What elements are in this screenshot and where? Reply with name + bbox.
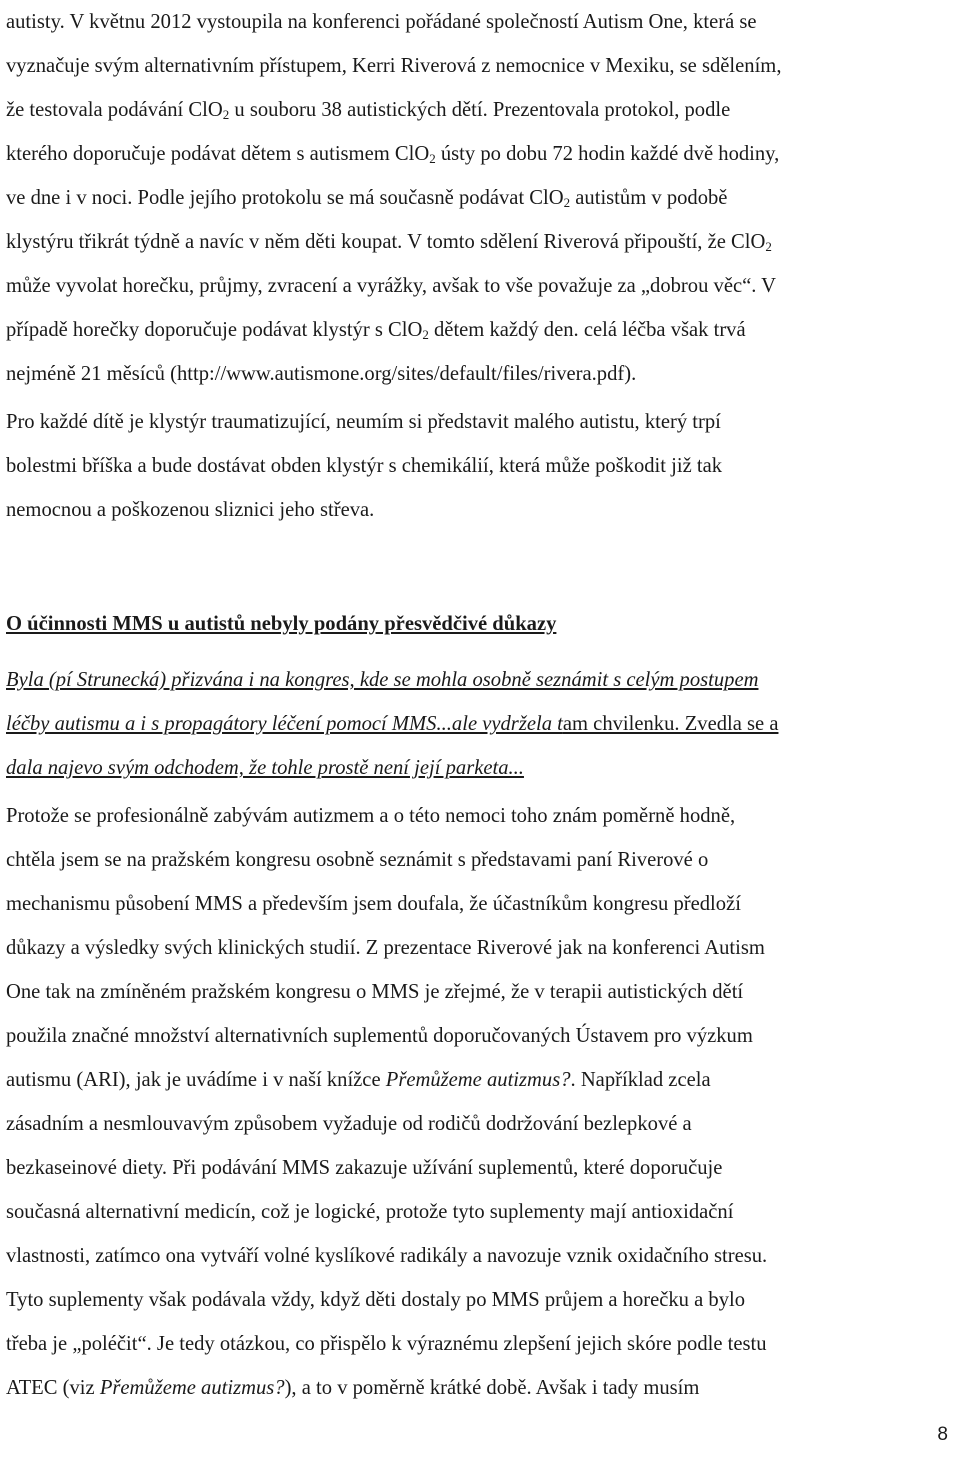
text-span: chtěla jsem se na pražském kongresu osobně seznámit s představami paní Riverové o <box>6 849 709 871</box>
text-span: ), a to v poměrně krátké době. Avšak i tady musím <box>284 1377 700 1399</box>
text-span: použila značné množství alternativních suplementů doporučovaných Ústavem pro výzkum <box>6 1025 753 1047</box>
text-span: Pro každé dítě je klystýr traumatizující, neumím si představit malého autistu, který trpí <box>6 411 721 433</box>
text-span: může vyvolat horečku, průjmy, zvracení a vyrážky, avšak to vše považuje za „dobrou věc“. V <box>6 275 777 297</box>
subscript-2: 2 <box>429 151 436 166</box>
text-span: vlastnosti, zatímco ona vytváří volné kyslíkové radikály a navozuje vznik oxidačního stresu. <box>6 1245 768 1267</box>
book-title: Přemůžeme autizmus? <box>99 1377 285 1399</box>
book-title: Přemůžeme autizmus? <box>385 1069 571 1091</box>
text-span: současná alternativní medicín, což je logické, protože tyto suplementy mají antioxidační <box>6 1201 734 1223</box>
quote-text: dala najevo svým odchodem, že tohle prostě není její parketa... <box>6 757 524 779</box>
text-line <box>6 1014 954 1058</box>
text-line <box>6 1366 954 1410</box>
text-span: důkazy a výsledky svých klinických studií. Z prezentace Riverové jak na konferenci Autism <box>6 937 765 959</box>
text-span: Tyto suplementy však podávala vždy, když děti dostaly po MMS průjem a horečku a bylo <box>6 1289 746 1311</box>
text-span: ATEC (viz <box>6 1377 100 1399</box>
quote-text-regular: am chvilenku. Zvedla se a <box>562 713 779 735</box>
text-span: kterého doporučuje podávat dětem s autismem ClO <box>6 143 430 165</box>
text-span: ústy po dobu 72 hodin každé dvě hodiny, <box>435 143 780 165</box>
text-line <box>6 132 954 176</box>
text-span: že testovala podávání ClO <box>6 99 223 121</box>
text-span: autistům v podobě <box>570 187 728 209</box>
text-line <box>6 794 954 838</box>
text-line <box>6 658 954 702</box>
text-line <box>6 746 954 790</box>
quote-text: Byla (pí Strunecká) přizvána i na kongres, kde se mohla osobně seznámit s celým postupem <box>6 669 759 691</box>
text-line <box>6 1058 954 1102</box>
text-span: bezkaseinové diety. Při podávání MMS zakazuje užívání suplementů, které doporučuje <box>6 1157 723 1179</box>
quote-text: léčby autismu a i s propagátory léčení pomocí MMS...ale vydržela t <box>6 713 563 735</box>
subscript-2: 2 <box>563 195 571 210</box>
paragraph-congress-response <box>6 794 954 1410</box>
text-span: u souboru 38 autistických dětí. Prezentovala protokol, podle <box>229 99 731 121</box>
text-span: Protože se profesionálně zabývám autizmem a o této nemoci toho znám poměrně hodně, <box>6 805 736 827</box>
text-line <box>6 926 954 970</box>
subscript-2: 2 <box>422 327 429 342</box>
text-line <box>6 1278 954 1322</box>
text-span: autismu (ARI), jak je uvádíme i v naší knížce <box>6 1069 386 1091</box>
text-span: mechanismu působení MMS a především jsem doufala, že účastníkům kongresu předloží <box>6 893 741 915</box>
text-span: nemocnou a poškozenou sliznici jeho střeva. <box>6 499 375 521</box>
text-span: One tak na zmíněném pražském kongresu o MMS je zřejmé, že v terapii autistických dětí <box>6 981 744 1003</box>
text-span: případě horečky doporučuje podávat klystýr s ClO <box>6 319 423 341</box>
text-span: dětem každý den. celá léčba však trvá <box>428 319 746 341</box>
paragraph-quote <box>6 658 954 790</box>
text-line <box>6 352 954 396</box>
subscript-2: 2 <box>765 239 772 254</box>
text-span: bolestmi bříška a bude dostávat obden klystýr s chemikálií, která může poškodit již tak <box>6 455 723 477</box>
text-line <box>6 264 954 308</box>
text-line <box>6 488 954 532</box>
text-span: autisty. V květnu 2012 vystoupila na konferenci pořádané společností Autism One, která se <box>6 11 757 33</box>
text-line <box>6 702 954 746</box>
text-span: ve dne i v noci. Podle jejího protokolu se má současně podávat ClO <box>6 187 564 209</box>
text-line <box>6 970 954 1014</box>
text-span: zásadním a nesmlouvavým způsobem vyžaduje od rodičů dodržování bezlepkové a <box>6 1113 692 1135</box>
text-span: . Například zcela <box>570 1069 711 1091</box>
page-number: 8 <box>937 1424 948 1445</box>
text-line <box>6 1102 954 1146</box>
text-line <box>6 400 954 444</box>
text-span: třeba je „poléčit“. Je tedy otázkou, co přispělo k výraznému zlepšení jejich skóre podle testu <box>6 1333 767 1355</box>
text-line <box>6 1234 954 1278</box>
text-line <box>6 444 954 488</box>
text-line <box>6 1190 954 1234</box>
paragraph-riverova-protocol <box>6 0 954 396</box>
text-line <box>6 308 954 352</box>
text-span: klystýru třikrát týdně a navíc v něm děti koupat. V tomto sdělení Riverová připouští, že ClO <box>6 231 766 253</box>
text-line <box>6 1322 954 1366</box>
text-line <box>6 1146 954 1190</box>
paragraph-klystyr-opinion <box>6 400 954 532</box>
document-page <box>6 0 954 1410</box>
text-line <box>6 220 954 264</box>
text-span: vyznačuje svým alternativním přístupem, Kerri Riverová z nemocnice v Mexiku, se sdělením, <box>6 55 782 77</box>
text-line <box>6 176 954 220</box>
text-line <box>6 88 954 132</box>
text-line <box>6 44 954 88</box>
text-line <box>6 838 954 882</box>
section-heading: O účinnosti MMS u autistů nebyly podány přesvědčivé důkazy <box>6 613 557 635</box>
subscript-2: 2 <box>222 107 230 122</box>
text-line <box>6 882 954 926</box>
text-span: nejméně 21 měsíců (http://www.autismone.org/sites/default/files/rivera.pdf). <box>6 363 637 385</box>
text-line <box>6 0 954 44</box>
spacer <box>6 532 954 602</box>
